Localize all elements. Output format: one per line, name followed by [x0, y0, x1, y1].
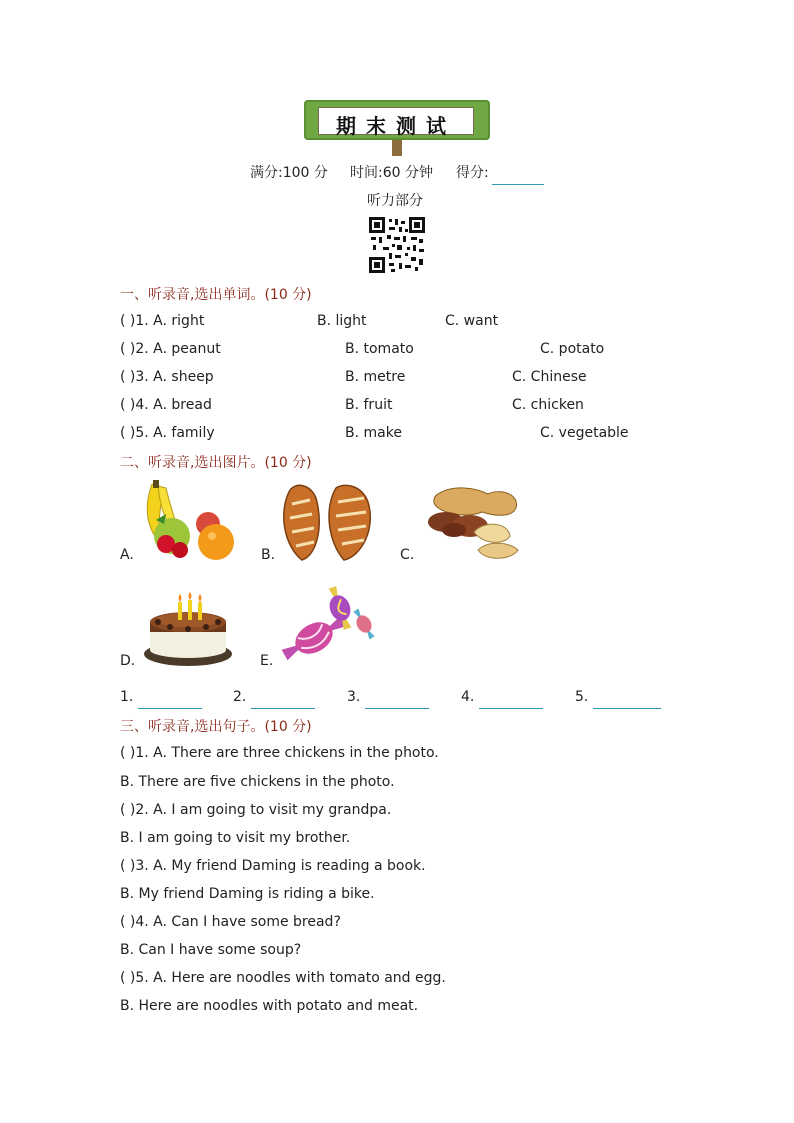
s3-q4-option-b: B. Can I have some soup? — [120, 942, 302, 958]
answer-label-4: 4. — [461, 689, 475, 705]
s1-q1-a: ( )1. A. right — [120, 313, 205, 329]
s3-q2-option-a: ( )2. A. I am going to visit my grandpa. — [120, 802, 392, 818]
s1-q3-b: B. metre — [345, 369, 406, 385]
time-limit: 时间:60 分钟 — [350, 165, 433, 181]
answer-blank-2[interactable] — [251, 690, 315, 709]
s3-q5-option-b: B. Here are noodles with potato and meat. — [120, 998, 419, 1014]
s1-q3-c: C. Chinese — [512, 369, 587, 385]
score-blank[interactable] — [492, 166, 544, 185]
s1-q2-a: ( )2. A. peanut — [120, 341, 221, 357]
s3-q1-option-b: B. There are five chickens in the photo. — [120, 774, 395, 790]
picture-label-c: C. — [400, 547, 415, 563]
answer-blank-1[interactable] — [138, 690, 202, 709]
bread-icon — [280, 482, 380, 562]
answer-label-3: 3. — [347, 689, 361, 705]
section-3-heading: 三、听录音,选出句子。(10 分) — [120, 719, 312, 735]
candy-icon — [280, 584, 380, 668]
s1-q5-a: ( )5. A. family — [120, 425, 215, 441]
peanut-icon — [424, 484, 524, 562]
s3-q5-option-a: ( )5. A. Here are noodles with tomato and egg. — [120, 970, 446, 986]
s3-q2-option-b: B. I am going to visit my brother. — [120, 830, 351, 846]
s1-q5-b: B. make — [345, 425, 402, 441]
sign-post — [392, 140, 402, 156]
answer-label-5: 5. — [575, 689, 589, 705]
listening-label: 听力部分 — [367, 193, 423, 209]
s1-q3-a: ( )3. A. sheep — [120, 369, 214, 385]
full-marks: 满分:100 分 — [250, 165, 328, 181]
s1-q4-c: C. chicken — [512, 397, 584, 413]
title-sign — [302, 100, 492, 150]
s1-q4-b: B. fruit — [345, 397, 393, 413]
picture-label-a: A. — [120, 547, 134, 563]
page-title: 期末测试 — [336, 114, 456, 138]
s1-q5-c: C. vegetable — [540, 425, 629, 441]
s3-q4-option-a: ( )4. A. Can I have some bread? — [120, 914, 341, 930]
s1-q1-c: C. want — [445, 313, 499, 329]
answer-blank-5[interactable] — [593, 690, 661, 709]
s3-q1-option-a: ( )1. A. There are three chickens in the photo. — [120, 745, 439, 761]
score-label: 得分: — [456, 165, 489, 181]
fruit-icon — [138, 480, 238, 562]
section-1-heading: 一、听录音,选出单词。(10 分) — [120, 287, 312, 303]
section-2-heading: 二、听录音,选出图片。(10 分) — [120, 455, 312, 471]
answer-blank-4[interactable] — [479, 690, 543, 709]
s1-q4-a: ( )4. A. bread — [120, 397, 212, 413]
answer-label-1: 1. — [120, 689, 134, 705]
picture-label-d: D. — [120, 653, 136, 669]
s3-q3-option-b: B. My friend Daming is riding a bike. — [120, 886, 375, 902]
qr-code-icon[interactable] — [369, 217, 425, 273]
s1-q1-b: B. light — [317, 313, 367, 329]
picture-label-e: E. — [260, 653, 274, 669]
s3-q3-option-a: ( )3. A. My friend Daming is reading a book. — [120, 858, 426, 874]
picture-label-b: B. — [261, 547, 276, 563]
sign-inner — [318, 107, 474, 138]
s1-q2-c: C. potato — [540, 341, 605, 357]
answer-label-2: 2. — [233, 689, 247, 705]
answer-blank-3[interactable] — [365, 690, 429, 709]
cake-icon — [140, 588, 236, 668]
s1-q2-b: B. tomato — [345, 341, 414, 357]
